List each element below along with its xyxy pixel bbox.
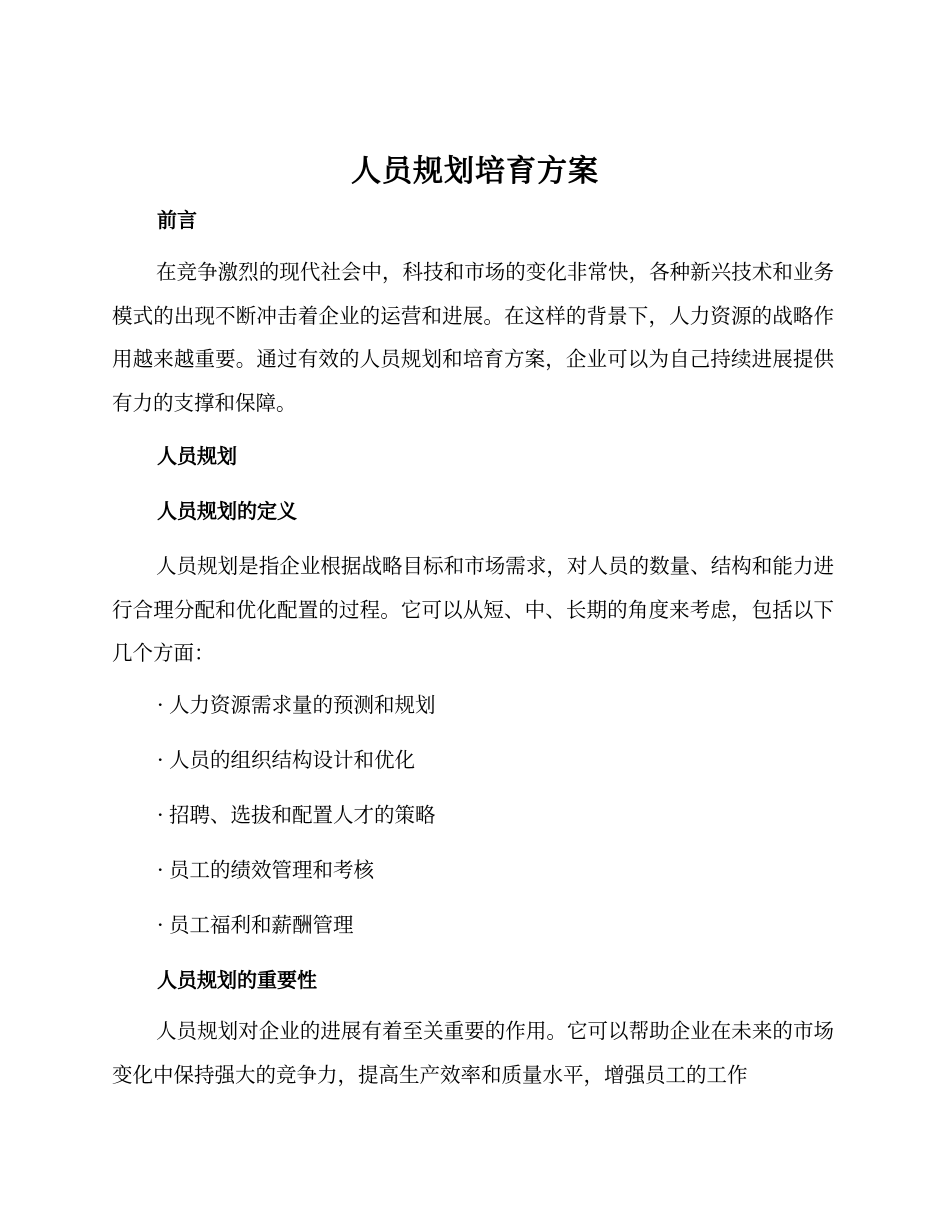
bullet-item bbox=[157, 856, 374, 884]
document-title: 人员规划培育方案 bbox=[351, 154, 599, 189]
bullet-item bbox=[157, 801, 436, 829]
bullet-dot-icon: · bbox=[157, 693, 164, 717]
bullet-item bbox=[157, 911, 354, 939]
bullet-dot-icon: · bbox=[157, 858, 164, 882]
definition-heading: 人员规划的定义 bbox=[157, 499, 297, 523]
bullet-text: 员工福利和薪酬管理 bbox=[169, 913, 354, 937]
section-heading-staff-planning: 人员规划 bbox=[157, 444, 237, 468]
bullet-item bbox=[157, 691, 436, 719]
bullet-text: 人力资源需求量的预测和规划 bbox=[169, 693, 436, 717]
bullet-text: 招聘、选拔和配置人才的策略 bbox=[169, 803, 436, 827]
bullet-text: 人员的组织结构设计和优化 bbox=[169, 748, 415, 772]
preface-heading: 前言 bbox=[157, 208, 197, 232]
bullet-dot-icon: · bbox=[157, 748, 164, 772]
preface-paragraph: 在竞争激烈的现代社会中，科技和市场的变化非常快，各种新兴技术和业务模式的出现不断冲击着企业的运营和进展。在这样的背景下，人力资源的战略作用越来越重要。通过有效的人员规划和培育方案，企业可以为自己持续进展提供有力的支撑和保障。 bbox=[112, 260, 834, 415]
bullet-dot-icon: · bbox=[157, 913, 164, 937]
importance-paragraph: 人员规划对企业的进展有着至关重要的作用。它可以帮助企业在未来的市场变化中保持强大的竞争力，提高生产效率和质量水平，增强员工的工作 bbox=[112, 1019, 834, 1087]
definition-paragraph: 人员规划是指企业根据战略目标和市场需求，对人员的数量、结构和能力进行合理分配和优化配置的过程。它可以从短、中、长期的角度来考虑，包括以下几个方面： bbox=[112, 554, 834, 665]
bullet-item bbox=[157, 746, 415, 774]
bullet-text: 员工的绩效管理和考核 bbox=[169, 858, 374, 882]
bullet-dot-icon: · bbox=[157, 803, 164, 827]
importance-heading: 人员规划的重要性 bbox=[157, 968, 317, 992]
